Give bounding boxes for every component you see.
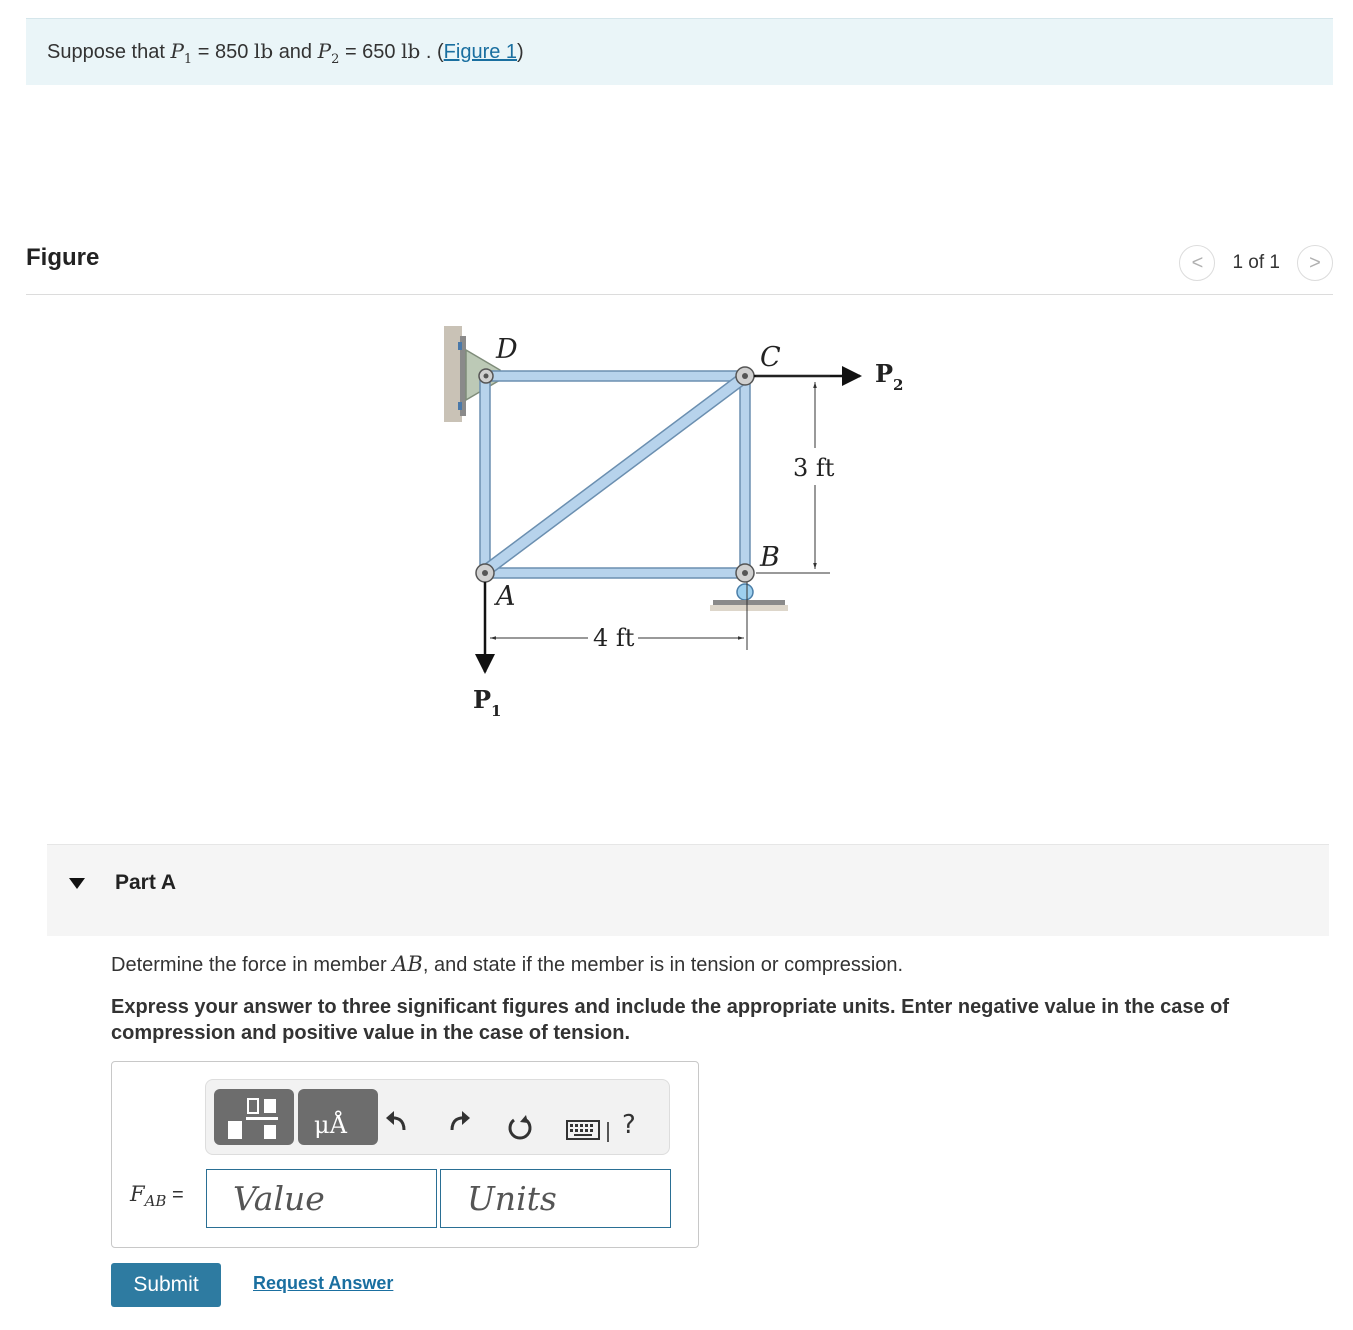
problem-prefix: Suppose that (47, 41, 165, 63)
figure-link-wrap (437, 41, 524, 63)
triangle-down-icon[interactable] (69, 878, 85, 889)
roller-ground-hatch (710, 605, 788, 611)
question-member: AB (392, 952, 423, 976)
label-p1 (473, 685, 501, 720)
chevron-right-icon: > (1309, 251, 1321, 274)
units-button[interactable] (298, 1089, 378, 1145)
member-da (480, 376, 490, 572)
request-answer-link[interactable]: Request Answer (253, 1273, 394, 1293)
problem-text (47, 39, 524, 67)
member-ab (485, 568, 747, 578)
submit-button[interactable]: Submit (111, 1263, 221, 1307)
p2-letter: P (317, 39, 332, 63)
p2-value: = 650 (344, 41, 396, 63)
label-c: C (760, 342, 781, 373)
templates-icon (214, 1089, 294, 1145)
close-paren: ) (517, 41, 524, 63)
figure-pager (1179, 243, 1333, 283)
member-dc (485, 371, 747, 381)
question-suffix: , and state if the member is in tension or compression. (422, 954, 904, 976)
p2-subscript: 2 (331, 52, 340, 67)
math-toolbar (205, 1079, 670, 1155)
label-a: A (496, 581, 516, 612)
truss-figure (420, 320, 920, 730)
part-a-header[interactable] (47, 844, 1329, 936)
member-cb (740, 376, 750, 572)
equals-sign: = (172, 1184, 184, 1206)
member-ac (480, 372, 750, 576)
units-input[interactable]: Units (440, 1169, 671, 1228)
next-figure-button[interactable] (1297, 245, 1333, 281)
problem-and: and (278, 41, 313, 63)
truss-members (480, 371, 750, 578)
problem-statement (26, 18, 1333, 85)
label-dim-vertical: 3 ft (793, 454, 835, 482)
answer-variable-label (130, 1182, 184, 1210)
previous-figure-button[interactable] (1179, 245, 1215, 281)
p2-unit: lb (401, 39, 421, 63)
pin-d-center (484, 374, 489, 379)
p1-symbol (170, 39, 193, 67)
answer-box (111, 1061, 699, 1248)
pin-a-center (482, 570, 488, 576)
units-button-label: μÅ (314, 1111, 347, 1139)
roller-b (737, 584, 753, 600)
part-label: Part A (115, 871, 177, 894)
redo-icon[interactable] (446, 1110, 472, 1134)
label-b: B (760, 542, 780, 573)
variable-symbol: F (130, 1182, 145, 1206)
label-d: D (496, 334, 518, 365)
p1-value: = 850 (197, 41, 249, 63)
undo-icon[interactable] (384, 1110, 410, 1134)
figure-link[interactable]: Figure 1 (443, 41, 518, 63)
pin-b-center (742, 570, 748, 576)
question-prefix: Determine the force in member (111, 954, 387, 976)
templates-button[interactable] (214, 1089, 294, 1145)
p2-symbol (317, 39, 340, 67)
label-p1-base: P (473, 685, 492, 714)
problem-period: . (425, 41, 432, 63)
value-input[interactable]: Value (206, 1169, 437, 1228)
figure-header (26, 240, 1333, 295)
pager-count: 1 of 1 (1232, 252, 1280, 273)
p1-subscript: 1 (183, 52, 193, 67)
p1-unit: lb (253, 39, 274, 63)
variable-subscript: AB (144, 1192, 167, 1210)
wall-bolt (458, 402, 462, 410)
reset-icon[interactable] (506, 1114, 534, 1142)
keyboard-icon[interactable] (566, 1120, 602, 1142)
label-p2-sub: 2 (893, 376, 904, 394)
question-instructions: Express your answer to three significant figures and include the appropriate units. Enter negative value in the case of compression and positive value in the case of tension. (111, 996, 1230, 1044)
chevron-left-icon: < (1191, 251, 1204, 274)
pin-c-center (742, 373, 748, 379)
open-paren: ( (437, 41, 444, 63)
wall-bolt (458, 342, 462, 350)
p1-letter: P (170, 39, 184, 63)
question-text (111, 952, 903, 977)
figure-title: Figure (26, 244, 100, 271)
roller-ground (713, 600, 785, 605)
label-p2 (875, 359, 903, 394)
label-dim-horizontal: 4 ft (593, 624, 635, 652)
label-p1-sub: 1 (491, 702, 502, 720)
help-button[interactable]: ? (622, 1110, 636, 1140)
toolbar-divider (607, 1122, 609, 1142)
label-p2-base: P (875, 359, 894, 388)
